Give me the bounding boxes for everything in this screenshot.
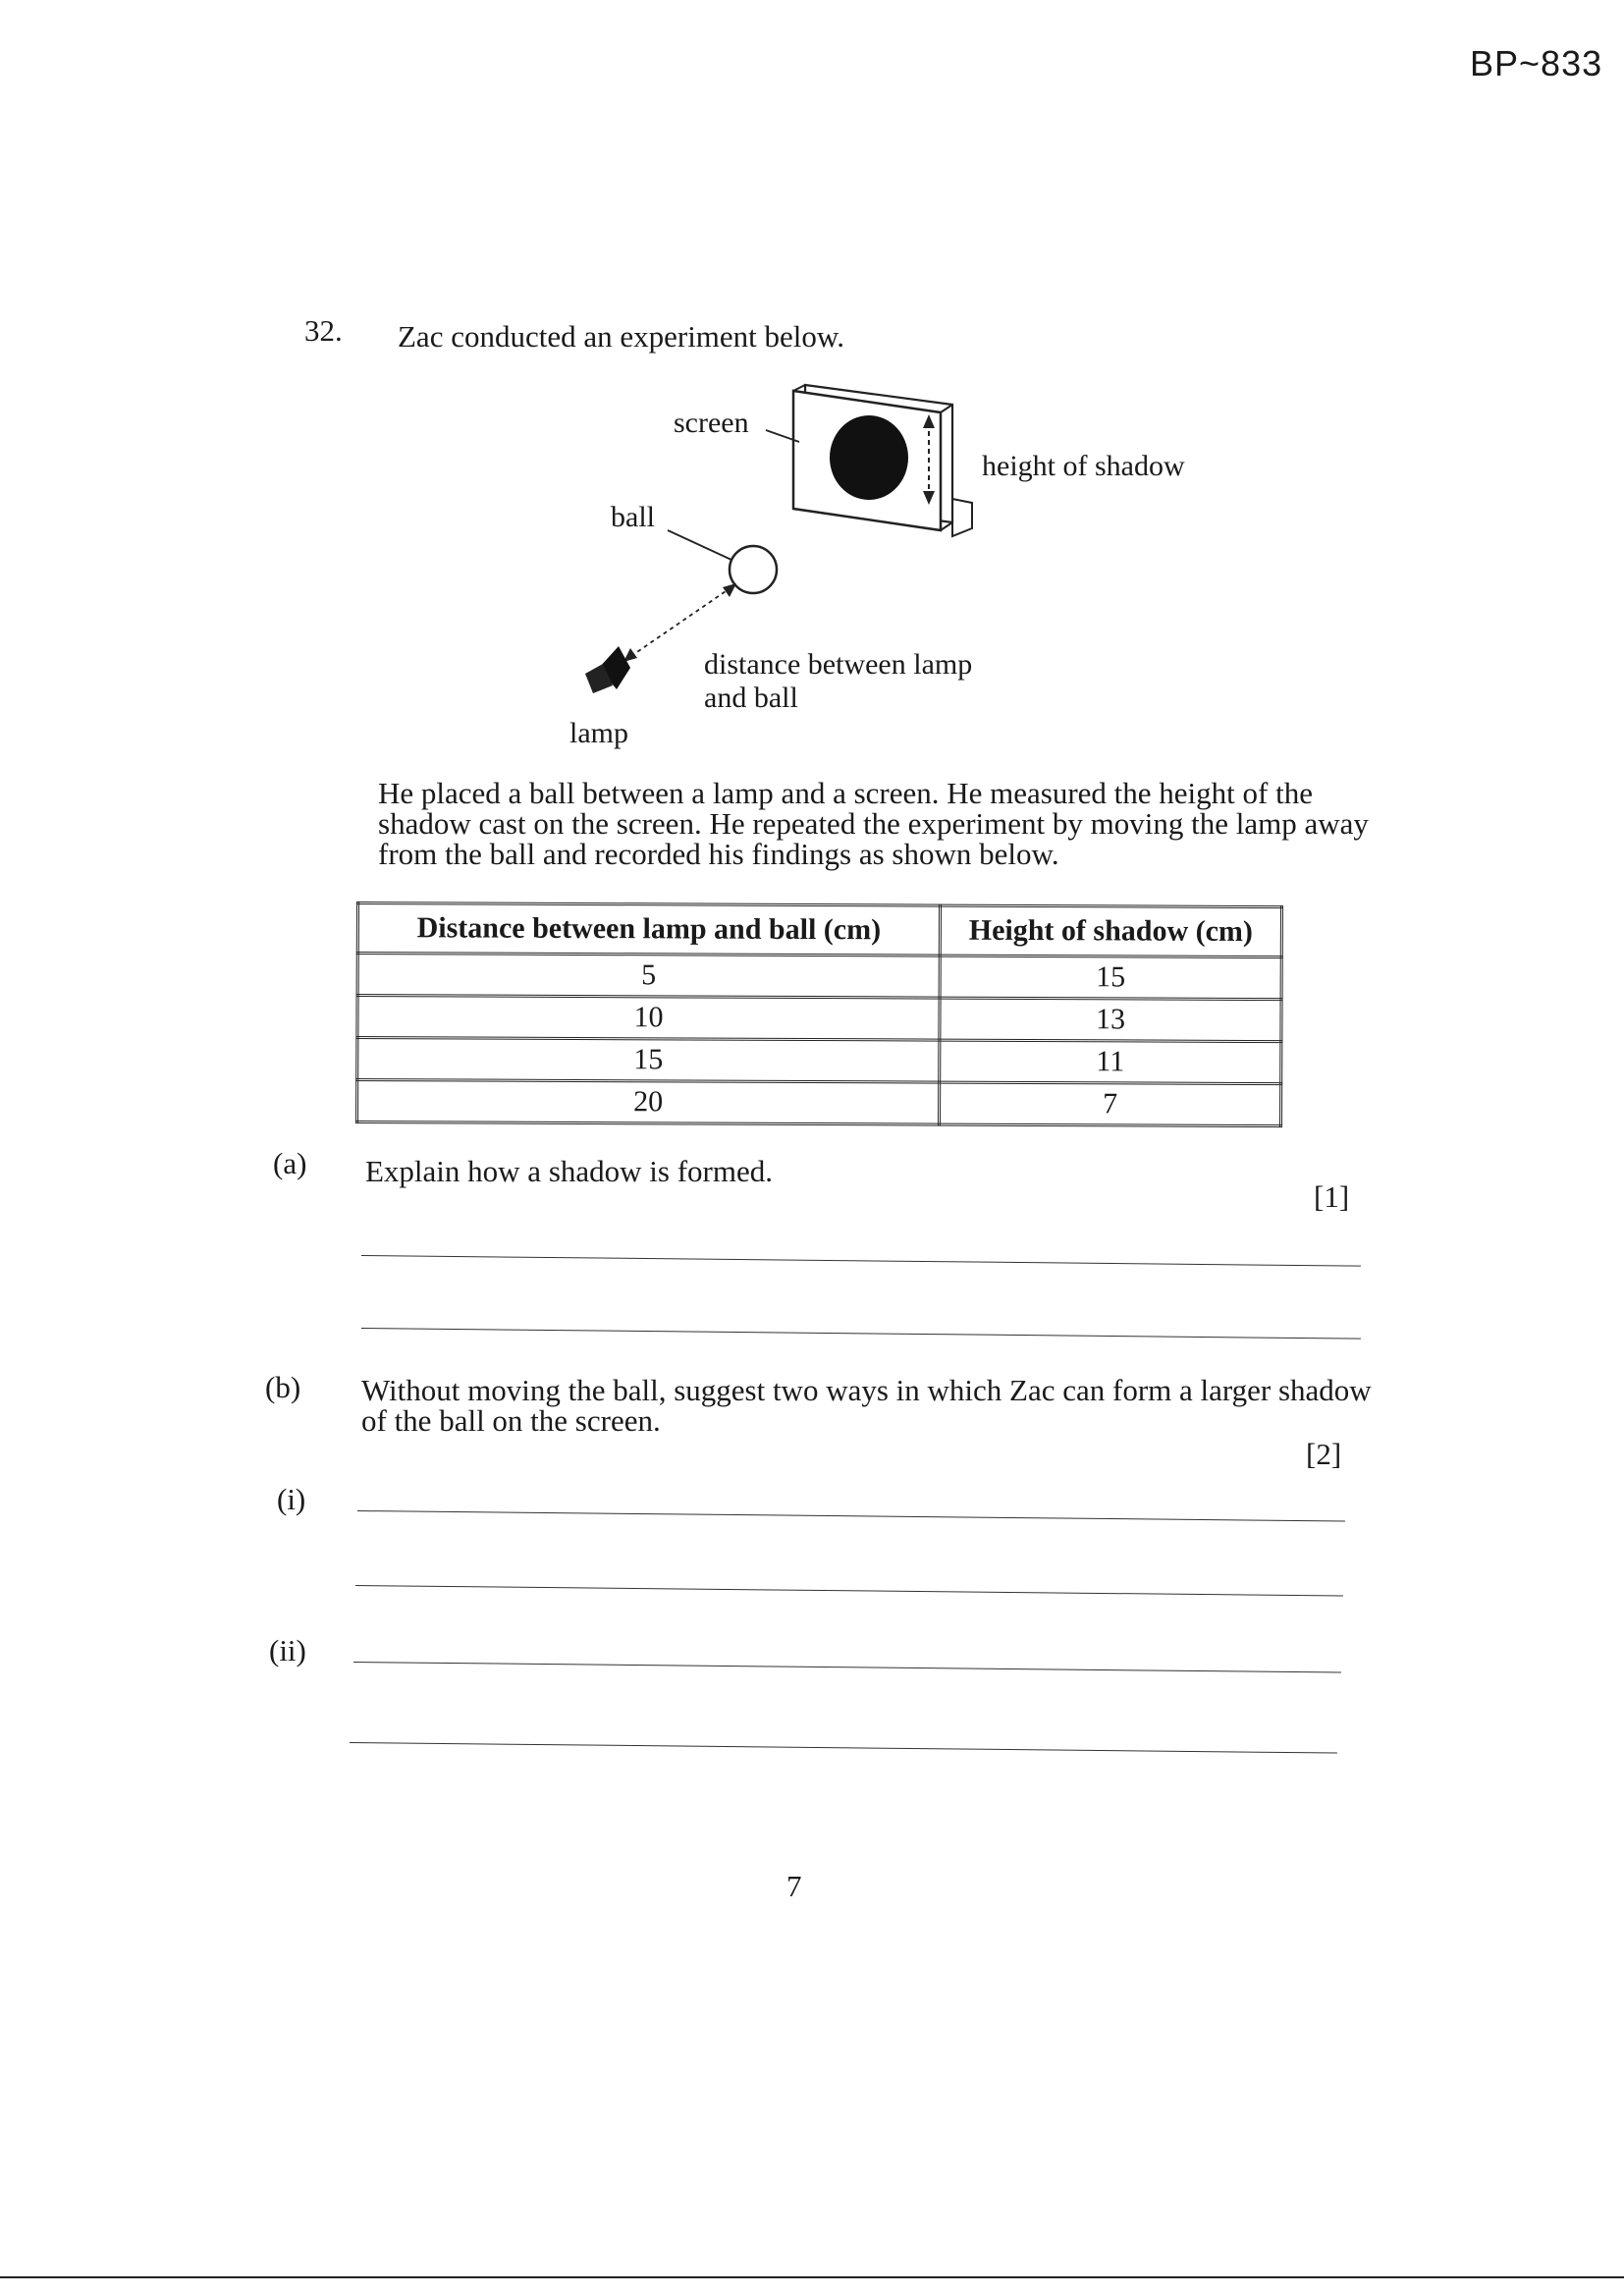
header-distance: Distance between lamp and ball (cm) (357, 903, 940, 957)
answer-line-b2[interactable] (355, 1585, 1343, 1597)
table-header-row (357, 903, 1281, 957)
distance-cell: 15 (357, 1038, 940, 1083)
lamp-icon (585, 646, 630, 693)
part-a-label: (a) (273, 1146, 307, 1180)
page-number: 7 (786, 1869, 802, 1903)
question-intro: Zac conducted an experiment below. (398, 319, 845, 354)
distance-cell: 10 (357, 996, 940, 1041)
distance-cell: 20 (357, 1080, 940, 1125)
answer-line-a2[interactable] (361, 1328, 1361, 1339)
part-b-sub-ii-label: (ii) (269, 1633, 306, 1667)
part-a-marks: [1] (1314, 1179, 1350, 1214)
shadow-icon (830, 415, 908, 500)
table-row (357, 954, 1281, 1000)
answer-line-b1[interactable] (357, 1510, 1345, 1522)
distance-label-line2: and ball (704, 682, 798, 714)
answer-line-a1[interactable] (361, 1255, 1361, 1267)
lamp-label: lamp (569, 717, 628, 749)
height-cell: 15 (940, 956, 1281, 1000)
answer-line-b4[interactable] (350, 1742, 1337, 1754)
table-row (357, 1080, 1281, 1126)
experiment-diagram-svg (569, 373, 1257, 756)
part-b-label: (b) (265, 1370, 301, 1404)
screen-label: screen (674, 407, 749, 439)
distance-cell: 5 (357, 954, 940, 999)
experiment-description: He placed a ball between a lamp and a screen. He measured the height of the shadow cast on the screen. He repeated the experiment by moving the lamp away from the ball and recorded his findings as shown below. (378, 776, 1369, 871)
ball-icon (730, 546, 777, 593)
part-a-question: Explain how a shadow is formed. (365, 1154, 773, 1188)
part-b-marks: [2] (1306, 1437, 1342, 1471)
ball-label: ball (611, 501, 655, 533)
page-bottom-edge (0, 2276, 1624, 2278)
table-row (357, 996, 1281, 1042)
experiment-diagram (569, 373, 1257, 756)
height-of-shadow-label: height of shadow (982, 450, 1185, 482)
distance-label-line1: distance between lamp (704, 648, 973, 681)
results-table (355, 902, 1283, 1127)
part-b-sub-i-label: (i) (277, 1482, 306, 1516)
page-code: BP~833 (1470, 43, 1603, 83)
height-cell: 11 (940, 1040, 1281, 1084)
question-number: 32. (304, 313, 343, 348)
part-b-question: Without moving the ball, suggest two ways in which Zac can form a larger shadow of the ball on the screen. (361, 1373, 1372, 1438)
table-row (357, 1038, 1281, 1084)
answer-line-b3[interactable] (353, 1662, 1341, 1673)
height-cell: 7 (940, 1082, 1281, 1126)
header-height: Height of shadow (cm) (940, 905, 1281, 957)
height-cell: 13 (940, 998, 1281, 1042)
